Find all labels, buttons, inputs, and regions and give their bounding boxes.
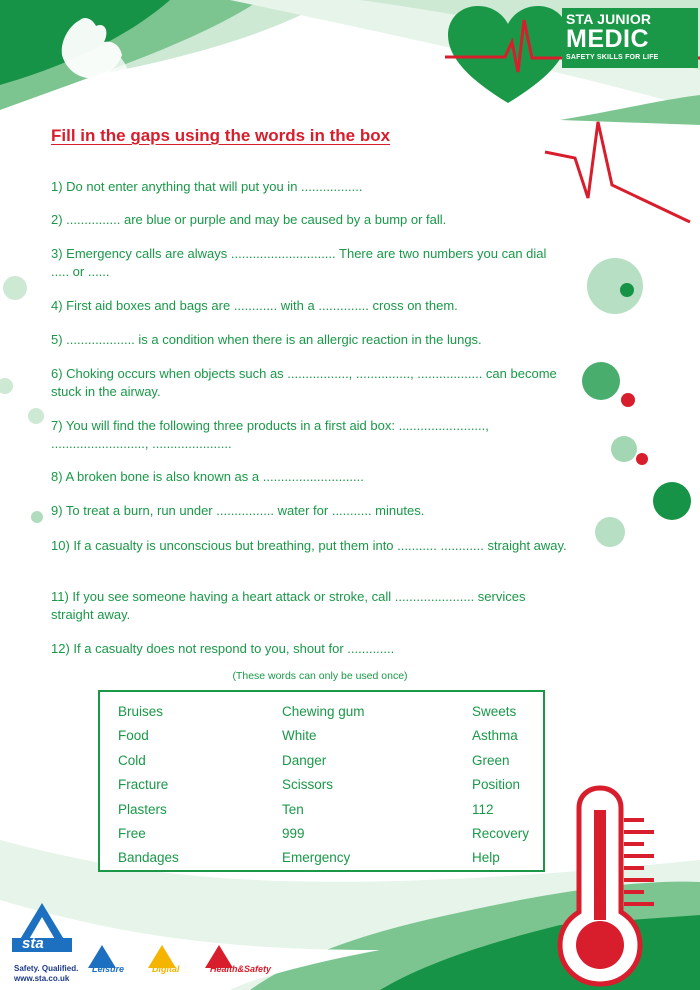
question-12: 12) If a casualty does not respond to you, shout for ............. bbox=[51, 641, 395, 656]
word-item: 999 bbox=[282, 826, 305, 841]
word-item: Green bbox=[472, 753, 510, 768]
question-5: 5) ................... is a condition when there is an allergic reaction in the lungs. bbox=[51, 332, 482, 347]
sta-logo-text: sta bbox=[22, 935, 44, 952]
sta-tagline bbox=[14, 964, 78, 984]
word-item: Danger bbox=[282, 753, 327, 768]
question-9: 9) To treat a burn, run under ................ water for ........... minutes. bbox=[51, 503, 425, 518]
word-item: Recovery bbox=[472, 826, 530, 841]
circle-decor bbox=[621, 393, 635, 407]
zigzag-line bbox=[545, 122, 690, 222]
word-item: Plasters bbox=[118, 802, 167, 817]
sta-junior-medic-logo bbox=[566, 12, 696, 61]
website-link[interactable]: www.sta.co.uk bbox=[14, 974, 70, 983]
health-safety-logo-label: Health&Safety bbox=[210, 964, 272, 974]
question-2: 2) ............... are blue or purple and may be caused by a bump or fall. bbox=[51, 212, 447, 227]
question-3: 3) Emergency calls are always ............................. There are two numbers you can dial ..... or ...... bbox=[51, 246, 547, 279]
logo-tagline: SAFETY SKILLS FOR LIFE bbox=[566, 54, 659, 61]
word-item: Asthma bbox=[472, 728, 518, 743]
question-4: 4) First aid boxes and bags are ............ with a .............. cross on them. bbox=[51, 298, 458, 313]
word-item: Scissors bbox=[282, 777, 334, 792]
word-box-note: (These words can only be used once) bbox=[232, 670, 408, 682]
worksheet-heading: Fill in the gaps using the words in the box bbox=[51, 126, 391, 145]
circle-decor bbox=[653, 482, 691, 520]
circle-decor bbox=[28, 408, 44, 424]
word-item: Free bbox=[118, 826, 146, 841]
circle-decor bbox=[595, 517, 625, 547]
circle-decor bbox=[636, 453, 648, 465]
circle-decor bbox=[620, 283, 634, 297]
word-box bbox=[98, 690, 545, 872]
circle-decor bbox=[582, 362, 620, 400]
circle-decor bbox=[0, 378, 13, 394]
word-item: Bruises bbox=[118, 704, 164, 719]
word-item: Cold bbox=[118, 753, 146, 768]
digital-logo-label: Digital bbox=[152, 964, 180, 974]
word-item: Emergency bbox=[282, 850, 351, 865]
word-item: Bandages bbox=[118, 850, 179, 865]
right-green-wave bbox=[560, 95, 700, 125]
word-item: Fracture bbox=[118, 777, 169, 792]
circle-decor bbox=[31, 511, 43, 523]
circle-decor bbox=[611, 436, 637, 462]
word-item: Position bbox=[472, 777, 521, 792]
logo-line-1: STA JUNIOR bbox=[566, 11, 652, 27]
tagline-text: Safety. Qualified. bbox=[14, 964, 79, 973]
word-item: Chewing gum bbox=[282, 704, 365, 719]
word-item: 112 bbox=[472, 802, 494, 817]
question-6: 6) Choking occurs when objects such as ................., ..............., .................. can become stuck in the airway. bbox=[51, 366, 557, 399]
word-item: Ten bbox=[282, 802, 304, 817]
logo-line-2: MEDIC bbox=[566, 25, 650, 53]
question-11: 11) If you see someone having a heart attack or stroke, call ...................... services straight away. bbox=[51, 589, 526, 622]
leisure-logo-label: Leisure bbox=[92, 964, 125, 974]
circle-decor bbox=[3, 276, 27, 300]
question-7: 7) You will find the following three products in a first aid box: ........................, .........................., ...................... bbox=[51, 418, 489, 451]
word-item: Sweets bbox=[472, 704, 517, 719]
circle-decor bbox=[587, 258, 643, 314]
word-item: White bbox=[282, 728, 317, 743]
question-1: 1) Do not enter anything that will put you in ................. bbox=[51, 179, 363, 194]
word-item: Help bbox=[472, 850, 500, 865]
question-10: 10) If a casualty is unconscious but breathing, put them into ........... ............ straight away. bbox=[51, 538, 567, 553]
word-item: Food bbox=[118, 728, 149, 743]
question-8: 8) A broken bone is also known as a ............................ bbox=[51, 469, 364, 484]
